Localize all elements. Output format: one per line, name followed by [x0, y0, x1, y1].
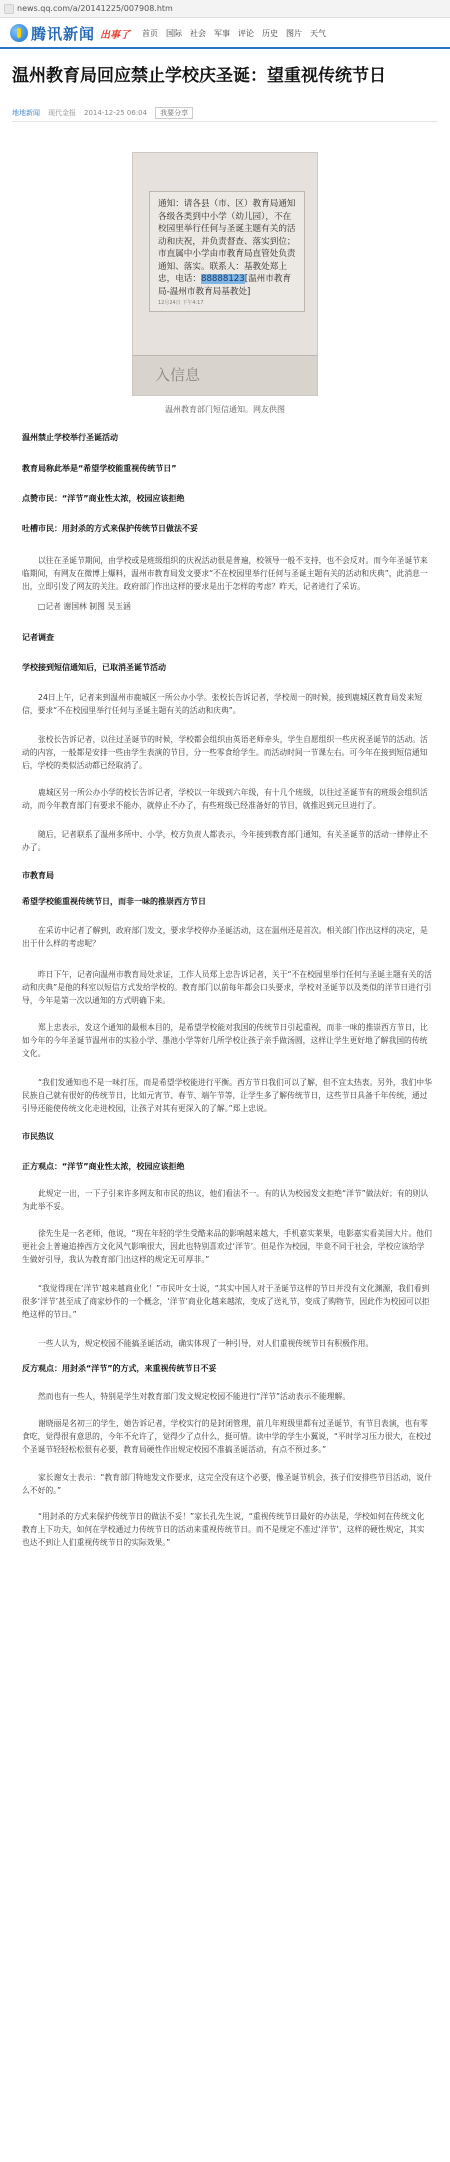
section-heading: 温州禁止学校举行圣诞活动	[22, 433, 118, 442]
browser-bar	[0, 0, 450, 18]
article-paragraph: 张校长告诉记者，以往过圣诞节的时候，学校都会组织由英语老师牵头，学生自愿组织一些庆祝圣诞节的活动。活动的内容，一般都是安排一些由学生表演的节目，分一些零食给学生。而活动时间一节课左右。可今年在接到短信通知后，学校的类似活动都已经取消了。	[22, 735, 428, 770]
article-paragraph: 以往在圣诞节期间，由学校或是班级组织的庆祝活动很是普遍，校领导一般不支持，也不会反对。而今年圣诞节来临期间，有网友在微博上爆料，温州市教育局发文要求“不在校园里举行任何与圣诞主题有关的活动和庆典”，此消息一出，立即引发了网友的关注。政府部门作出这样的要求是出于怎样的考虑？昨天，记者进行了采访。	[22, 556, 428, 591]
article-paragraph: “我觉得现在‘洋节’越来越商业化！”市民叶女士说，“其实中国人对于圣诞节这样的节日并没有文化渊源，我们看到很多‘洋节’甚至成了商家炒作的一个概念，‘洋节’商业化越来越浓，变成了送礼节，变成了购物节，因此作为校园可以拒绝这样的节日。”	[22, 1284, 430, 1319]
article-paragraph: □记者 谢国林 制图 吴玉涵	[38, 602, 131, 611]
publisher: 现代金报	[48, 108, 76, 117]
sms-phone-link: 88888123	[200, 274, 245, 284]
section-heading: 点赞市民：“洋节”商业性太浓，校园应该拒绝	[22, 494, 185, 503]
sms-time: 12月24日 下午4:17	[158, 300, 204, 306]
site-logo[interactable]	[10, 23, 130, 44]
article-paragraph: 此规定一出，一下子引来许多网友和市民的热议，他们看法不一。有的认为校园发文拒绝“洋节”做法好；有的则认为此举不妥。	[22, 1189, 429, 1211]
top-nav	[142, 28, 326, 39]
article-paragraph: “我们发通知也不是一味打压，而是希望学校能进行平衡。西方节日我们可以了解，但不宜太热衷。另外，我们中华民族自己就有很好的传统节日，比如元宵节、春节、端午节等，让学生多了解传统节日，这些节日具备千年传统，通过引导还能使传统文化走进校园，让孩子对其有更深入的了解。”郑上忠说。	[22, 1078, 432, 1113]
article-paragraph: 鹿城区另一所公办小学的校长告诉记者，学校以一年级到六年级，有十几个班级，以往过圣诞节有的班级会组织活动，而今年教育部门有要求不能办，就停止不办了，有些班级已经准备好的节目，就推迟到元旦进行了。	[22, 788, 428, 810]
logo-badge: 出事了	[100, 29, 131, 41]
section-heading: 正方观点：“洋节”商业性太浓，校园应该拒绝	[22, 1162, 185, 1171]
nav-item[interactable]: 天气	[310, 28, 327, 38]
nav-item[interactable]: 国际	[166, 28, 183, 38]
sms-sender: [温州市教育局-温州市教育局基教处]	[158, 274, 292, 297]
article-photo	[132, 152, 318, 396]
article-paragraph: 昨日下午，记者向温州市教育局处求证，工作人员郑上忠告诉记者，关于“不在校园里举行任何与圣诞主题有关的活动和庆典”是他的科室以短信方式发给学校的。教育部门以前每年都会口头要求，学校对圣诞节以及类似的洋节日进行引导，今年是第一次以通知的方式明确下来。	[22, 970, 432, 1005]
article-paragraph: 24日上午，记者来到温州市鹿城区一所公办小学。张校长告诉记者，学校周一的时候，接到鹿城区教育局发来短信，要求“不在校园里举行任何与圣诞主题有关的活动和庆典”。	[22, 693, 423, 715]
article-paragraph: “用封杀的方式来保护传统节日的做法不妥！”家长孔先生说，“重视传统节日最好的办法是，学校如何在传统文化教育上下功夫，如何在学校通过力传统节日的活动来重视传统节日。而不是规定不准过‘洋节’，这样的硬性规定，其实也达不到让人们重视传统节日的实际效果。”	[22, 1512, 425, 1547]
article-title: 温州教育局回应禁止学校庆圣诞：望重视传统节日	[12, 66, 386, 86]
publish-time: 2014-12-25 06:04	[84, 108, 148, 117]
sms-input-label: 入信息	[155, 366, 201, 384]
section-heading: 市民热议	[22, 1132, 54, 1141]
article-paragraph: 在采访中记者了解到，政府部门发文，要求学校停办圣诞活动，这在温州还是首次。相关部门作出这样的决定，是出于什么样的考虑呢？	[22, 926, 428, 948]
section-heading: 教育局称此举是“希望学校能重视传统节日”	[22, 464, 177, 473]
article-paragraph: 郑上忠表示，发这个通知的最根本目的，是希望学校能对我国的传统节日引起重视，而非一味的推崇西方节日，比如今年的今年圣诞节温州市的实验小学、墨池小学等好几所学校让孩子亲手做汤圆，这样让学生更好地了解我国的传统文化。	[22, 1023, 428, 1058]
sms-message	[149, 191, 305, 312]
share-button[interactable]: 我要分享	[155, 107, 193, 119]
nav-item[interactable]: 社会	[190, 28, 207, 38]
address-bar-url[interactable]: news.qq.com/a/20141225/007908.htm	[17, 4, 173, 13]
nav-item[interactable]: 评论	[238, 28, 255, 38]
section-heading: 反方观点：用封杀“洋节”的方式，来重视传统节日不妥	[22, 1364, 217, 1373]
sms-text: 通知：请各县（市、区）教育局通知各级各类到中小学（幼儿园），不在校园里举行任何与圣诞主题有关的活动和庆祝，并负责督查、落实到位；市直属中小学由市教育局直管处负责通知、落实。联系人：基教处郑上忠，电话：	[158, 199, 296, 284]
qq-logo-icon	[10, 24, 28, 42]
nav-item[interactable]: 首页	[142, 28, 159, 38]
nav-item[interactable]: 历史	[262, 28, 279, 38]
logo-text: 腾讯新闻	[31, 24, 96, 43]
article-paragraph: 然而也有一些人，特别是学生对教育部门发文规定校园不能进行“洋节”活动表示不能理解。	[38, 1392, 351, 1401]
article-paragraph: 谢晓丽是名初三的学生，她告诉记者，学校实行的是封闭管理，前几年班级里都有过圣诞节，有节目表演，也有零食吃，觉得很有意思的，今年不允许了，觉得少了点什么，挺可惜。读中学的学生小翼说，“平时学习压力很大，在校过个圣诞节轻轻松松很有必要，教育局硬性作出规定校园不准搞圣诞活动，有点不预过多。”	[22, 1419, 432, 1454]
section-heading: 希望学校能重视传统节日，而非一味的推崇西方节日	[22, 897, 206, 906]
article-paragraph: 家长谢女士表示：“教育部门特地发文作要求，这完全没有这个必要，像圣诞节机会，孩子们安排些节目活动，说什么不好的。”	[22, 1473, 432, 1495]
nav-item[interactable]: 图片	[286, 28, 303, 38]
article-paragraph: 徐先生是一名老师，他说，“现在年轻的学生受酷来品的影响越来越大，手机嘉实莱果，电影嘉实看美国大片。他们更社会上普遍追捧西方文化风气影响很大，因此也特别喜欢过‘洋节’。但是作为校园，毕竟不同于社会，学校应该给学生做好引导，我认为教育部门出这样的规定无可厚非。”	[22, 1229, 432, 1264]
article-body	[22, 425, 432, 1549]
section-heading: 市教育局	[22, 871, 54, 880]
section-heading: 学校接到短信通知后，已取消圣诞节活动	[22, 663, 166, 672]
section-heading: 记者调查	[22, 633, 54, 642]
article-paragraph: 随后，记者联系了温州多所中、小学，校方负责人都表示，今年接到教育部门通知，有关圣诞节的活动一律停止不办了。	[22, 830, 428, 852]
source-link[interactable]: 地地新闻	[12, 108, 40, 117]
nav-item[interactable]: 军事	[214, 28, 231, 38]
section-heading: 吐槽市民：用封杀的方式来保护传统节日做法不妥	[22, 524, 198, 533]
article-paragraph: 一些人认为，规定校园不能搞圣诞活动，确实体现了一种引导，对人们重视传统节日有积极作用。	[38, 1339, 374, 1348]
favicon-icon	[4, 4, 14, 14]
photo-caption: 温州教育部门短信通知。网友供图	[165, 405, 285, 414]
site-header	[0, 19, 450, 49]
article-meta	[12, 104, 438, 122]
